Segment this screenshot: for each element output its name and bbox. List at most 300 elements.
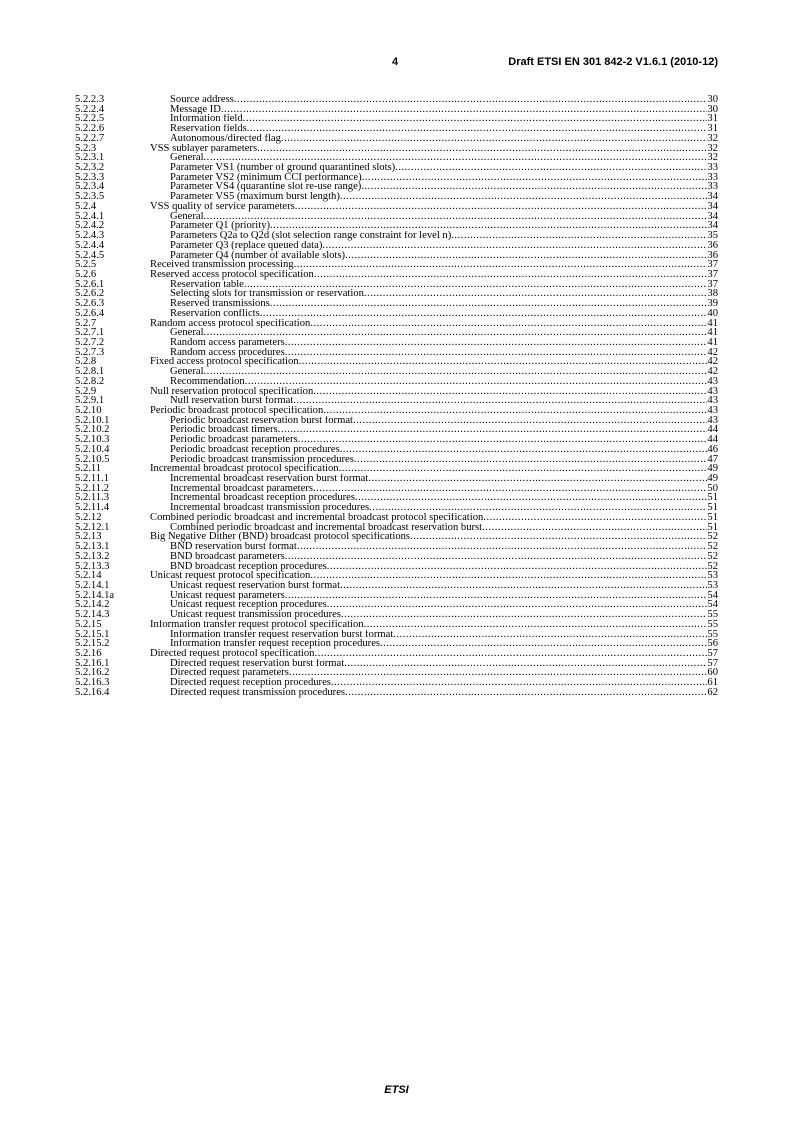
- toc-page-number: 62: [707, 687, 718, 698]
- toc-section-number: 5.2.7: [75, 317, 97, 329]
- toc-leader-dots: [289, 668, 708, 678]
- toc-leader-dots: [247, 124, 708, 134]
- toc-leader-dots: [313, 387, 707, 397]
- toc-page-number: 30: [707, 95, 718, 105]
- toc-section-title[interactable]: Big Negative Dither (BND) broadcast protocol specifications: [150, 532, 411, 543]
- toc-section-title[interactable]: BND broadcast parameters: [170, 551, 285, 562]
- table-of-contents: [75, 95, 718, 698]
- toc-entry[interactable]: [75, 464, 718, 474]
- toc-section-number: 5.2.11.2: [75, 482, 110, 494]
- toc-entry[interactable]: [75, 600, 718, 610]
- toc-entry[interactable]: [75, 552, 718, 562]
- toc-page-number: 49: [707, 464, 718, 475]
- toc-entry[interactable]: [75, 532, 718, 542]
- toc-section-title[interactable]: Parameter VS5 (maximum burst length): [170, 192, 340, 202]
- toc-section-number: 5.2.6.1: [75, 278, 105, 290]
- toc-page-number: 55: [707, 610, 718, 620]
- toc-section-title[interactable]: Unicast request parameters: [170, 590, 285, 601]
- toc-leader-dots: [285, 591, 708, 601]
- toc-section-title[interactable]: Autonomous/directed flag: [170, 133, 281, 144]
- toc-section-number: 5.2.11.1: [75, 473, 110, 485]
- toc-page-number: 42: [707, 367, 718, 377]
- toc-leader-dots: [204, 328, 708, 338]
- toc-entry[interactable]: [75, 416, 718, 426]
- toc-entry[interactable]: [75, 231, 718, 241]
- toc-section-number: 5.2.14.3: [75, 609, 110, 621]
- toc-entry[interactable]: [75, 571, 718, 581]
- toc-entry[interactable]: [75, 406, 718, 416]
- toc-page-number: 43: [707, 415, 718, 426]
- toc-section-title[interactable]: Directed request reception procedures: [170, 678, 331, 688]
- toc-entry[interactable]: [75, 309, 718, 319]
- toc-leader-dots: [345, 688, 707, 698]
- toc-section-number: 5.2.2.4: [75, 103, 105, 115]
- toc-page-number: 52: [707, 542, 718, 552]
- toc-entry[interactable]: [75, 377, 718, 387]
- toc-section-title[interactable]: Source address: [170, 95, 234, 105]
- toc-page-number: 42: [707, 357, 718, 368]
- toc-section-number: 5.2.13.2: [75, 550, 110, 562]
- toc-entry[interactable]: [75, 435, 718, 445]
- toc-section-title[interactable]: Parameter VS4 (quarantine slot re-use range): [170, 182, 362, 193]
- toc-section-title[interactable]: Periodic broadcast parameters: [170, 435, 298, 445]
- toc-section-number: 5.2.4.1: [75, 210, 105, 222]
- toc-section-number: 5.2.15: [75, 618, 102, 630]
- toc-page-number: 46: [707, 444, 718, 455]
- toc-section-title[interactable]: Incremental broadcast parameters: [170, 483, 313, 494]
- page-number: 4: [392, 56, 399, 68]
- toc-section-number: 5.2.7.1: [75, 327, 105, 339]
- toc-leader-dots: [355, 493, 707, 503]
- toc-page-number: 43: [707, 406, 718, 416]
- toc-section-title[interactable]: Unicast request protocol specification: [150, 571, 311, 581]
- toc-leader-dots: [362, 173, 708, 183]
- toc-section-title[interactable]: Selecting slots for transmission or reservation: [170, 289, 364, 300]
- toc-section-number: 5.2.13: [75, 531, 102, 543]
- toc-entry[interactable]: [75, 493, 718, 503]
- toc-leader-dots: [364, 620, 708, 630]
- toc-section-number: 5.2.16: [75, 647, 102, 659]
- toc-page-number: 61: [707, 678, 718, 688]
- toc-section-title[interactable]: Periodic broadcast protocol specification: [150, 406, 324, 416]
- toc-section-number: 5.2.6.3: [75, 298, 105, 310]
- toc-section-number: 5.2.12: [75, 511, 102, 523]
- toc-page-number: 40: [707, 308, 718, 319]
- toc-section-number: 5.2.3.1: [75, 152, 105, 164]
- toc-page-number: 33: [707, 163, 718, 173]
- toc-section-title[interactable]: Incremental broadcast protocol specification: [150, 464, 339, 475]
- toc-section-number: 5.2.9: [75, 385, 97, 397]
- toc-entry[interactable]: [75, 455, 718, 465]
- toc-section-title[interactable]: Recommendation: [170, 376, 245, 387]
- toc-entry[interactable]: [75, 134, 718, 144]
- toc-entry[interactable]: [75, 95, 718, 105]
- toc-section-title[interactable]: General: [170, 211, 204, 222]
- toc-entry[interactable]: [75, 620, 718, 630]
- toc-leader-dots: [244, 280, 708, 290]
- toc-leader-dots: [380, 639, 707, 649]
- toc-leader-dots: [204, 212, 708, 222]
- toc-section-number: 5.2.9.1: [75, 395, 105, 407]
- toc-leader-dots: [368, 474, 707, 484]
- toc-section-number: 5.2.10.1: [75, 414, 110, 426]
- toc-section-title[interactable]: Received transmission processing: [150, 260, 294, 270]
- toc-section-title[interactable]: Reserved transmissions: [170, 299, 270, 309]
- toc-section-title[interactable]: BND broadcast reception procedures: [170, 561, 327, 572]
- toc-section-number: 5.2.6.2: [75, 288, 105, 300]
- toc-leader-dots: [270, 299, 708, 309]
- toc-entry[interactable]: [75, 348, 718, 358]
- toc-entry[interactable]: [75, 173, 718, 183]
- toc-page-number: 43: [707, 396, 718, 406]
- toc-entry[interactable]: [75, 649, 718, 659]
- toc-leader-dots: [314, 649, 707, 659]
- toc-page-number: 41: [707, 337, 718, 348]
- toc-entry[interactable]: [75, 338, 718, 348]
- toc-entry[interactable]: [75, 289, 718, 299]
- toc-entry[interactable]: [75, 630, 718, 640]
- toc-entry[interactable]: [75, 367, 718, 377]
- toc-page-number: 37: [707, 260, 718, 270]
- toc-section-title[interactable]: Information transfer request reception procedures: [170, 639, 381, 649]
- toc-leader-dots: [260, 309, 708, 319]
- toc-leader-dots: [257, 144, 707, 154]
- toc-section-number: 5.2.5: [75, 259, 97, 271]
- toc-section-number: 5.2.16.4: [75, 686, 110, 698]
- toc-entry[interactable]: [75, 503, 718, 513]
- toc-section-number: 5.2.2.5: [75, 113, 105, 125]
- toc-section-number: 5.2.3.3: [75, 171, 105, 183]
- toc-leader-dots: [361, 182, 707, 192]
- toc-entry[interactable]: [75, 270, 718, 280]
- toc-page-number: 52: [707, 532, 718, 543]
- toc-entry[interactable]: [75, 523, 718, 533]
- toc-leader-dots: [313, 484, 707, 494]
- toc-page-number: 57: [707, 648, 718, 659]
- toc-section-title[interactable]: Incremental broadcast transmission procedures: [170, 503, 370, 513]
- toc-entry[interactable]: [75, 445, 718, 455]
- toc-page-number: 35: [707, 231, 718, 241]
- toc-page-number: 32: [707, 143, 718, 154]
- toc-section-title[interactable]: Parameter VS2 (minimum CCI performance): [170, 172, 362, 183]
- toc-leader-dots: [314, 270, 708, 280]
- toc-section-title[interactable]: Unicast request reception procedures: [170, 600, 327, 611]
- toc-page-number: 30: [707, 104, 718, 115]
- toc-section-number: 5.2.11: [75, 463, 102, 475]
- toc-section-number: 5.2.4.2: [75, 220, 105, 232]
- toc-section-number: 5.2.16.3: [75, 677, 110, 689]
- toc-leader-dots: [369, 503, 707, 513]
- toc-page-number: 44: [707, 435, 718, 445]
- toc-page-number: 34: [707, 201, 718, 212]
- toc-entry[interactable]: [75, 221, 718, 231]
- toc-page-number: 36: [707, 240, 718, 251]
- toc-section-number: 5.2.11.3: [75, 492, 110, 504]
- toc-section-title[interactable]: Random access procedures: [170, 347, 285, 358]
- toc-entry[interactable]: [75, 144, 718, 154]
- toc-leader-dots: [322, 241, 707, 251]
- toc-section-number: 5.2.2.3: [75, 94, 105, 105]
- toc-section-title[interactable]: Directed request transmission procedures: [170, 687, 346, 698]
- toc-page-number: 37: [707, 269, 718, 280]
- toc-entry[interactable]: [75, 357, 718, 367]
- toc-page-number: 31: [707, 124, 718, 134]
- toc-section-title[interactable]: Message ID: [170, 104, 221, 115]
- toc-entry[interactable]: [75, 212, 718, 222]
- toc-page-number: 52: [707, 561, 718, 572]
- toc-page-number: 38: [707, 289, 718, 300]
- toc-section-title[interactable]: Reservation table: [170, 279, 244, 290]
- toc-entry[interactable]: [75, 105, 718, 115]
- toc-leader-dots: [285, 338, 708, 348]
- toc-entry[interactable]: [75, 513, 718, 523]
- toc-page-number: 54: [707, 590, 718, 601]
- toc-section-title[interactable]: Reservation conflicts: [170, 308, 260, 319]
- toc-page-number: 57: [707, 658, 718, 669]
- toc-page-number: 53: [707, 580, 718, 591]
- toc-page-number: 54: [707, 600, 718, 611]
- toc-page-number: 41: [707, 318, 718, 329]
- toc-section-title[interactable]: Combined periodic broadcast and incremental broadcast reservation burst: [170, 522, 483, 533]
- toc-section-title[interactable]: Periodic broadcast reception procedures: [170, 444, 340, 455]
- toc-entry[interactable]: [75, 581, 718, 591]
- toc-section-title[interactable]: Periodic broadcast reservation burst format: [170, 415, 353, 426]
- toc-entry[interactable]: [75, 241, 718, 251]
- toc-entry[interactable]: [75, 192, 718, 202]
- toc-section-number: 5.2.3.2: [75, 162, 105, 174]
- toc-leader-dots: [285, 348, 708, 358]
- toc-leader-dots: [293, 396, 707, 406]
- toc-section-number: 5.2.6: [75, 268, 97, 280]
- toc-page-number: 55: [707, 619, 718, 630]
- toc-section-number: 5.2.16.1: [75, 657, 110, 669]
- toc-section-title[interactable]: Unicast request reservation burst format: [170, 580, 341, 591]
- toc-page-number: 50: [707, 483, 718, 494]
- toc-leader-dots: [281, 134, 707, 144]
- toc-section-number: 5.2.3.4: [75, 181, 105, 193]
- toc-leader-dots: [234, 95, 708, 105]
- toc-section-title[interactable]: Random access protocol specification: [150, 318, 311, 329]
- toc-section-number: 5.2.12.1: [75, 521, 110, 533]
- toc-leader-dots: [393, 630, 707, 640]
- toc-entry[interactable]: [75, 562, 718, 572]
- toc-page-number: 43: [707, 376, 718, 387]
- toc-section-number: 5.2.13.3: [75, 560, 110, 572]
- toc-page-number: 51: [707, 493, 718, 504]
- toc-section-title[interactable]: VSS sublayer parameters: [150, 143, 258, 154]
- toc-page-number: 41: [707, 328, 718, 338]
- toc-entry[interactable]: [75, 163, 718, 173]
- toc-section-title[interactable]: Unicast request transmission procedures: [170, 610, 341, 620]
- toc-entry[interactable]: [75, 182, 718, 192]
- toc-leader-dots: [204, 367, 708, 377]
- toc-section-number: 5.2.10.3: [75, 434, 110, 446]
- toc-section-title[interactable]: BND reservation burst format: [170, 542, 297, 552]
- toc-entry[interactable]: [75, 688, 718, 698]
- toc-page-number: 56: [707, 639, 718, 649]
- toc-page-number: 33: [707, 182, 718, 193]
- toc-page-number: 51: [707, 512, 718, 523]
- toc-section-number: 5.2.10: [75, 405, 102, 416]
- toc-section-title[interactable]: Periodic broadcast transmission procedures: [170, 454, 354, 465]
- toc-page-number: 51: [707, 522, 718, 533]
- toc-leader-dots: [294, 260, 708, 270]
- toc-section-number: 5.2.3: [75, 142, 97, 154]
- footer-etsi: ETSI: [384, 1084, 409, 1096]
- toc-section-number: 5.2.2.6: [75, 123, 105, 135]
- toc-section-title[interactable]: Parameters Q2a to Q2d (slot selection range constraint for level n): [170, 231, 452, 241]
- toc-section-number: 5.2.7.3: [75, 346, 105, 358]
- toc-section-number: 5.2.8.2: [75, 375, 105, 387]
- toc-section-title[interactable]: Information transfer request reservation burst format: [170, 629, 394, 640]
- toc-page-number: 34: [707, 192, 718, 202]
- toc-page-number: 60: [707, 668, 718, 679]
- toc-section-number: 5.2.14.2: [75, 599, 110, 611]
- toc-leader-dots: [245, 377, 708, 387]
- toc-section-title[interactable]: Information field: [170, 114, 243, 125]
- toc-section-number: 5.2.6.4: [75, 307, 105, 319]
- toc-leader-dots: [310, 571, 707, 581]
- toc-section-number: 5.2.15.2: [75, 638, 110, 650]
- toc-leader-dots: [341, 610, 707, 620]
- toc-entry[interactable]: [75, 425, 718, 435]
- toc-entry[interactable]: [75, 610, 718, 620]
- toc-leader-dots: [299, 357, 708, 367]
- toc-page-number: 32: [707, 133, 718, 144]
- toc-entry[interactable]: [75, 484, 718, 494]
- toc-section-number: 5.2.8.1: [75, 366, 105, 378]
- toc-entry[interactable]: [75, 659, 718, 669]
- toc-entry[interactable]: [75, 396, 718, 406]
- toc-section-title[interactable]: General: [170, 367, 204, 377]
- toc-leader-dots: [483, 513, 707, 523]
- toc-section-title[interactable]: Directed request parameters: [170, 668, 289, 679]
- toc-page-number: 32: [707, 153, 718, 164]
- toc-section-title[interactable]: Directed request reservation burst format: [170, 658, 345, 669]
- toc-section-title[interactable]: Random access parameters: [170, 337, 285, 348]
- toc-page-number: 53: [707, 571, 718, 581]
- toc-section-number: 5.2.10.5: [75, 453, 110, 465]
- toc-leader-dots: [345, 251, 707, 261]
- toc-section-number: 5.2.4: [75, 200, 97, 212]
- toc-page-number: 33: [707, 172, 718, 183]
- toc-section-number: 5.2.7.2: [75, 336, 105, 348]
- toc-entry[interactable]: [75, 678, 718, 688]
- toc-entry[interactable]: [75, 668, 718, 678]
- document-title: Draft ETSI EN 301 842-2 V1.6.1 (2010-12): [508, 56, 718, 68]
- toc-entry[interactable]: [75, 319, 718, 329]
- toc-section-number: 5.2.14.1a: [75, 589, 115, 601]
- toc-section-title[interactable]: Incremental broadcast reception procedures: [170, 493, 356, 504]
- toc-section-number: 5.2.2.7: [75, 132, 105, 144]
- toc-entry[interactable]: [75, 387, 718, 397]
- toc-entry[interactable]: [75, 153, 718, 163]
- toc-section-number: 5.2.16.2: [75, 667, 110, 679]
- toc-section-title[interactable]: Incremental broadcast reservation burst format: [170, 474, 369, 484]
- toc-entry[interactable]: [75, 260, 718, 270]
- toc-section-title[interactable]: VSS quality of service parameters: [150, 201, 295, 212]
- toc-entry[interactable]: [75, 474, 718, 484]
- toc-section-title[interactable]: Reservation fields: [170, 124, 247, 134]
- toc-section-title[interactable]: Null reservation burst format: [170, 396, 294, 406]
- toc-entry[interactable]: [75, 124, 718, 134]
- toc-leader-dots: [451, 231, 707, 241]
- toc-entry[interactable]: [75, 299, 718, 309]
- toc-page-number: 34: [707, 221, 718, 232]
- toc-leader-dots: [285, 552, 708, 562]
- toc-section-title[interactable]: Parameter VS1 (number of ground quarantined slots): [170, 163, 396, 173]
- toc-leader-dots: [204, 153, 708, 163]
- toc-entry[interactable]: [75, 542, 718, 552]
- toc-section-number: 5.2.10.4: [75, 443, 110, 455]
- toc-leader-dots: [340, 192, 708, 202]
- toc-section-number: 5.2.4.4: [75, 239, 105, 251]
- toc-leader-dots: [323, 406, 707, 416]
- toc-section-title[interactable]: Information transfer request protocol specification: [150, 619, 364, 630]
- toc-page-number: 31: [707, 114, 718, 125]
- toc-section-title[interactable]: General: [170, 328, 204, 338]
- toc-section-title[interactable]: Parameter Q4 (number of available slots): [170, 250, 346, 261]
- toc-entry[interactable]: [75, 114, 718, 124]
- toc-leader-dots: [295, 202, 708, 212]
- toc-leader-dots: [310, 319, 707, 329]
- toc-section-title[interactable]: Directed request protocol specification: [150, 648, 315, 659]
- toc-page-number: 43: [707, 386, 718, 397]
- toc-page-number: 49: [707, 474, 718, 484]
- toc-section-number: 5.2.4.3: [75, 230, 105, 242]
- toc-section-number: 5.2.11.4: [75, 502, 110, 514]
- toc-entry[interactable]: [75, 591, 718, 601]
- toc-leader-dots: [297, 542, 708, 552]
- toc-section-title[interactable]: Periodic broadcast timers: [170, 425, 278, 436]
- toc-page-number: 47: [707, 454, 718, 465]
- toc-entry[interactable]: [75, 328, 718, 338]
- toc-leader-dots: [395, 163, 707, 173]
- toc-entry[interactable]: [75, 280, 718, 290]
- toc-entry[interactable]: [75, 251, 718, 261]
- toc-leader-dots: [339, 464, 708, 474]
- toc-page-number: 52: [707, 551, 718, 562]
- toc-section-title[interactable]: General: [170, 153, 204, 164]
- toc-page-number: 36: [707, 250, 718, 261]
- toc-entry[interactable]: [75, 639, 718, 649]
- toc-section-number: 5.2.3.5: [75, 191, 105, 203]
- toc-section-title[interactable]: Null reservation protocol specification: [150, 386, 314, 397]
- toc-section-number: 5.2.10.2: [75, 424, 110, 436]
- toc-entry[interactable]: [75, 202, 718, 212]
- toc-page-number: 51: [707, 503, 718, 513]
- toc-page-number: 55: [707, 629, 718, 640]
- toc-leader-dots: [364, 289, 708, 299]
- toc-section-title[interactable]: Parameter Q1 (priority): [170, 221, 271, 232]
- toc-page-number: 44: [707, 425, 718, 436]
- toc-leader-dots: [298, 435, 708, 445]
- toc-leader-dots: [243, 114, 708, 124]
- toc-leader-dots: [410, 532, 707, 542]
- toc-section-title[interactable]: Combined periodic broadcast and incremental broadcast protocol specification: [150, 512, 484, 523]
- toc-section-number: 5.2.8: [75, 356, 97, 368]
- toc-section-number: 5.2.13.1: [75, 541, 110, 553]
- toc-section-title[interactable]: Reserved access protocol specification: [150, 269, 314, 280]
- toc-page-number: 42: [707, 347, 718, 358]
- toc-section-title[interactable]: Fixed access protocol specification: [150, 357, 299, 368]
- toc-leader-dots: [482, 523, 707, 533]
- toc-section-title[interactable]: Parameter Q3 (replace queued data): [170, 240, 323, 251]
- toc-section-number: 5.2.14.1: [75, 579, 110, 591]
- toc-page-number: 34: [707, 211, 718, 222]
- toc-section-number: 5.2.15.1: [75, 628, 110, 640]
- toc-leader-dots: [327, 600, 708, 610]
